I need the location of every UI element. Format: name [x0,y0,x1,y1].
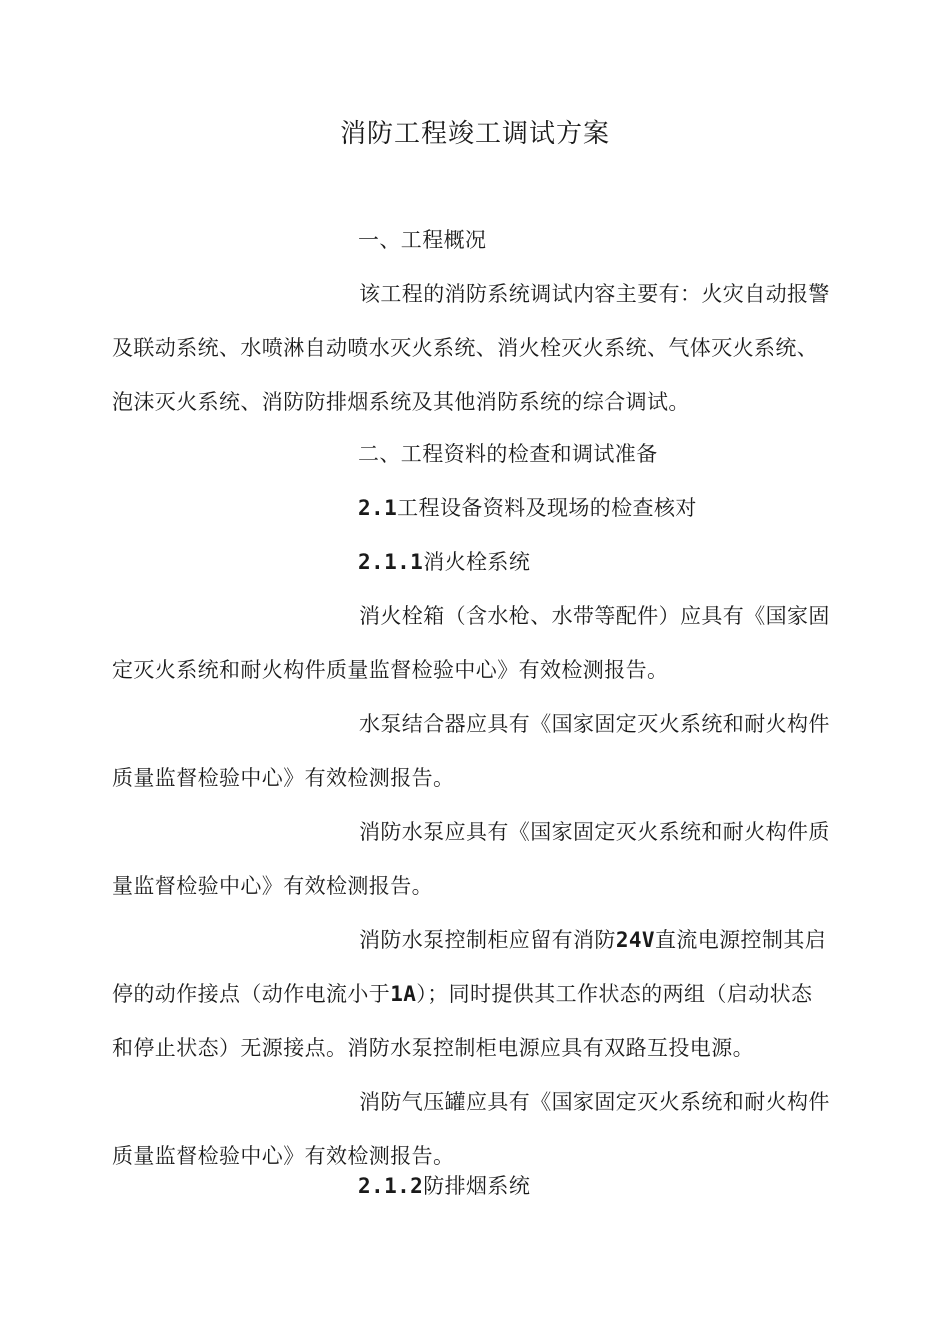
paragraph-fire-pump: 消防水泵应具有《国家固定灭火系统和耐火构件质量监督检验中心》有效检测报告。 [112,820,830,898]
subsection-title: 工程设备资料及现场的检查核对 [397,496,697,520]
section-heading-overview: 一、工程概况 [358,228,487,252]
subsection-title: 消火栓系统 [423,550,531,574]
paragraph-pump-control-cabinet [112,913,830,1075]
subsection-number: 2.1 [358,496,398,520]
paragraph-text: ）；同时提供其工作状态的两组（启动状态和停止状态）无源接点。消防水泵控制柜电源应具有双路互投电源。 [112,982,813,1060]
subsection-heading-2-1-2 [358,1159,530,1213]
paragraph-hydrant-box: 消火栓箱（含水枪、水带等配件）应具有《国家固定灭火系统和耐火构件质量监督检验中心》有效检测报告。 [112,604,830,682]
subsection-number: 2.1.1 [358,550,424,574]
subsection-heading-2-1 [358,481,697,535]
subsection-number: 2.1.2 [358,1174,424,1198]
paragraph-text: 消防水泵控制柜应留有消防 [359,928,616,952]
paragraph-pump-adapter: 水泵结合器应具有《国家固定灭火系统和耐火构件质量监督检验中心》有效检测报告。 [112,712,830,790]
paragraph-overview: 该工程的消防系统调试内容主要有：火灾自动报警及联动系统、水喷淋自动喷水灭火系统、消火栓灭火系统、气体灭火系统、泡沫灭火系统、消防防排烟系统及其他消防系统的综合调试。 [112,282,830,414]
document-title: 消防工程竣工调试方案 [339,119,610,149]
voltage-value: 24V [615,928,655,952]
section-heading-preparation: 二、工程资料的检查和调试准备 [358,442,658,466]
paragraph-text: 直流电源控制其启停的动作接点（动作电流小于 [112,928,827,1006]
paragraph-pressure-tank: 消防气压罐应具有《国家固定灭火系统和耐火构件质量监督检验中心》有效检测报告。 [112,1090,830,1168]
subsection-heading-2-1-1 [358,535,530,589]
subsection-title: 防排烟系统 [423,1174,531,1198]
current-value: 1A [390,982,417,1006]
